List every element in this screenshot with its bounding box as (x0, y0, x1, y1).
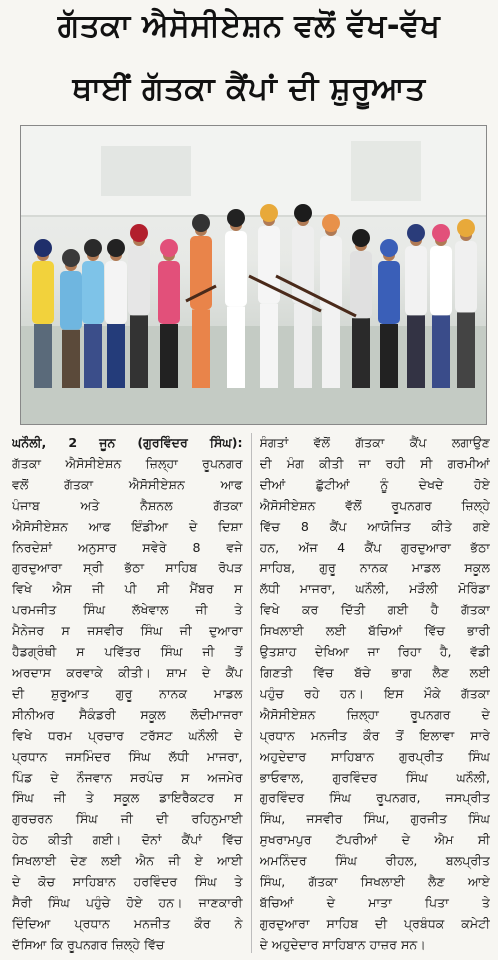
article-line: ਗਿਣਤੀ ਵਿੱਚ ਬੱਚੇ ਭਾਗ ਲੈਣ ਲਈ (259, 664, 491, 680)
article-line: ਭਾਓਵਾਲ, ਗੁਰਵਿੰਦਰ ਸਿੰਘ ਘਨੌਲੀ, (259, 769, 491, 785)
person-legs (380, 324, 398, 388)
person-head (294, 204, 312, 222)
person-legs (160, 324, 178, 388)
person-head (380, 239, 398, 257)
article-line: ਬੱਚਿਆਂ ਦੇ ਮਾਤਾ ਪਿਤਾ ਤੇ (259, 894, 491, 910)
person-legs (130, 315, 148, 388)
window-panel (351, 141, 421, 201)
person-figure (350, 229, 372, 388)
article-line: ਵਿੱਚ 8 ਕੈਂਪ ਆਯੋਜਿਤ ਕੀਤੇ ਗਏ (259, 518, 491, 534)
person-figure (405, 224, 427, 388)
person-torso (378, 261, 400, 324)
article-line: ਗੁਰਦੁਆਰਾ ਸ੍ਰੀ ਭੱਠਾ ਸਾਹਿਬ ਰੋਪੜ (12, 560, 243, 576)
person-figure (430, 224, 452, 388)
article-line: ਦੀ ਮੰਗ ਕੀਤੀ ਜਾ ਰਹੀ ਸੀ ਗਰਮੀਆਂ (259, 455, 491, 471)
article-line: ਦੀ ਸ਼ੁਰੂਆਤ ਗੁਰੂ ਨਾਨਕ ਮਾਡਲ (12, 685, 243, 701)
person-legs (192, 310, 210, 389)
article-line: ਗੁਰਚਰਨ ਸਿੰਘ ਜੀ ਦੀ ਰਹਿਨੁਮਾਈ (12, 811, 243, 827)
article-line: ਪਹੁੰਚ ਰਹੇ ਹਨ। ਇਸ ਮੌਕੇ ਗੱਤਕਾ (259, 685, 491, 701)
article-line: ਪੰਜਾਬ ਅਤੇ ਨੈਸ਼ਨਲ ਗੱਤਕਾ (12, 497, 243, 513)
article-line: ਸੰਗਤਾਂ ਵੱਲੋਂ ਗੱਤਕਾ ਕੈਂਪ ਲਗਾਉਣ (259, 435, 491, 450)
article-line: ਹੈਡਗ੍ਰੰਥੀ ਸ ਪਵਿੱਤਰ ਸਿੰਘ ਜੀ ਤੋਂ (12, 644, 243, 660)
article-line: ਸੈਰੀ ਸਿੰਘ ਪਹੁੰਚੇ ਹੋਏ ਹਨ। ਜਾਣਕਾਰੀ (12, 894, 243, 910)
person-legs (457, 312, 475, 388)
article-line: ਐਸੋਸੀਏਸ਼ਨ ਵੱਲੋਂ ਰੂਪਨਗਰ ਜ਼ਿਲ੍ਹੇ (259, 497, 491, 513)
person-legs (260, 304, 278, 388)
article-line: ਐਸੋਸੀਏਸ਼ਨ ਜ਼ਿਲ੍ਹਾ ਰੂਪਨਗਰ ਦੇ (259, 706, 491, 722)
article-body (12, 433, 490, 953)
article-line: ਦੱਸਿਆ ਕਿ ਰੂਪਨਗਰ ਜ਼ਿਲ੍ਹੇ ਵਿੱਚ (12, 936, 165, 952)
article-column-right (260, 433, 491, 953)
article-line: ਦਿੰਦਿਆ ਪ੍ਰਧਾਨ ਮਨਜੀਤ ਕੌਰ ਨੇ (12, 915, 243, 931)
article-line: ਵਿਖੇ ਧਰਮ ਪ੍ਰਚਾਰ ਟਰੱਸਟ ਘਨੌਲੀ ਦੇ (12, 727, 243, 743)
person-torso (158, 261, 180, 324)
person-head (322, 214, 340, 232)
person-head (192, 214, 210, 232)
person-head (84, 239, 102, 257)
person-figure (258, 204, 280, 388)
article-line: ਪ੍ਰਧਾਨ ਮਨਜੀਤ ਕੌਰ ਤੋਂ ਇਲਾਵਾ ਸਾਰੇ (259, 727, 491, 743)
person-figure (128, 224, 150, 388)
article-line: ਅਮਨਿੰਦਰ ਸਿੰਘ ਰੀਹਲ, ਬਲਪ੍ਰੀਤ (259, 853, 491, 869)
person-figure (60, 249, 82, 388)
group-photo-illustration (21, 126, 486, 424)
person-head (160, 239, 178, 257)
article-line: ਦੇ ਅਹੁਦੇਦਾਰ ਸਾਹਿਬਾਨ ਹਾਜ਼ਰ ਸਨ। (259, 936, 426, 952)
person-figure (455, 219, 477, 388)
article-line: ਗੁਰਵਿੰਦਰ ਸਿੰਘ ਰੂਪਨਗਰ, ਜਸਪ੍ਰੀਤ (259, 790, 491, 806)
person-head (457, 219, 475, 237)
person-torso (105, 261, 127, 324)
person-legs (227, 307, 245, 388)
person-head (407, 224, 425, 242)
person-figure (378, 239, 400, 388)
article-line: ਸਿਖਲਾਈ ਲਈ ਬੱਚਿਆਂ ਵਿੱਚ ਭਾਰੀ (259, 623, 491, 639)
person-torso (60, 271, 82, 330)
person-figure (158, 239, 180, 388)
article-line: ਹਨ, ਅੱਜ 4 ਕੈਂਪ ਗੁਰਦੁਆਰਾ ਭੱਠਾ (259, 539, 491, 555)
person-torso (128, 246, 150, 315)
article-line: ਉਤਸ਼ਾਹ ਦੇਖਿਆ ਜਾ ਰਿਹਾ ਹੈ, ਵੱਡੀ (259, 644, 491, 660)
person-figure (190, 214, 212, 388)
person-torso (430, 246, 452, 315)
person-torso (225, 231, 247, 307)
person-head (227, 209, 245, 227)
article-line: ਗੁਰਦੁਆਰਾ ਸਾਹਿਬ ਦੀ ਪ੍ਰਬੰਧਕ ਕਮੇਟੀ (259, 915, 491, 931)
headline-line-1: ਗੱਤਕਾ ਐਸੋਸੀਏਸ਼ਨ ਵਲੋਂ ਵੱਖ-ਵੱਖ (57, 8, 441, 44)
person-legs (407, 315, 425, 388)
person-legs (84, 324, 102, 388)
article-line: ਅਰਦਾਸ ਕਰਵਾਕੇ ਕੀਤੀ। ਸ਼ਾਮ ਦੇ ਕੈਂਪ (12, 664, 243, 680)
article-line: ਲੱਧੀ ਮਾਜਰਾ, ਘਨੌਲੀ, ਮੜੌਲੀ ਮੋਰਿੰਡਾ (259, 581, 491, 597)
person-head (432, 224, 450, 242)
person-legs (294, 304, 312, 388)
person-figure (225, 209, 247, 388)
person-legs (62, 330, 80, 388)
article-line: ਸਿੰਘ, ਗੱਤਕਾ ਸਿਖਲਾਈ ਲੈਣ ਆਏ (259, 874, 491, 890)
person-head (34, 239, 52, 257)
person-figure (105, 239, 127, 388)
article-line: ਹੇਠ ਕੀਤੀ ਗਈ। ਦੋਨਾਂ ਕੈਂਪਾਂ ਵਿੱਚ (12, 832, 243, 848)
article-line: ਗੱਤਕਾ ਐਸੋਸੀਏਸ਼ਨ ਜ਼ਿਲ੍ਹਾ ਰੂਪਨਗਰ (12, 455, 243, 471)
person-legs (322, 310, 340, 389)
article-line: ਸੀਨੀਅਰ ਸੈਕੰਡਰੀ ਸਕੂਲ ਲੋਦੀਮਾਜਰਾ (12, 706, 243, 722)
article-line: ਸੁਖਰਾਮਪੁਰ ਟੱਪਰੀਆਂ ਦੇ ਐਮ ਸੀ (259, 832, 491, 848)
article-line: ਵਲੋਂ ਗੱਤਕਾ ਐਸੋਸੀਏਸ਼ਨ ਆਫ (12, 476, 243, 492)
person-figure (32, 239, 54, 388)
person-legs (34, 324, 52, 388)
news-photo (20, 125, 487, 425)
headline-line-2: ਥਾਈਂ ਗੱਤਕਾ ਕੈਂਪਾਂ ਦੀ ਸ਼ੁਰੂਆਤ (72, 71, 426, 107)
person-torso (82, 261, 104, 324)
dateline: ਘਨੌਲੀ, 2 ਜੂਨ (ਗੁਰਵਿੰਦਰ ਸਿੰਘ): (12, 435, 243, 450)
person-head (260, 204, 278, 222)
article-line: ਅਹੁਦੇਦਾਰ ਸਾਹਿਬਾਨ ਗੁਰਪ੍ਰੀਤ ਸਿੰਘ (259, 748, 491, 764)
person-torso (350, 251, 372, 318)
person-torso (32, 261, 54, 324)
article-line: ਪਰਮਜੀਤ ਸਿੰਘ ਲੱਖੇਵਾਲ ਜੀ ਤੇ (12, 602, 243, 618)
article-line: ਸਿਖਲਾਈ ਦੇਣ ਲਈ ਐਨ ਜੀ ਏ ਆਈ (12, 853, 243, 869)
article-line: ਪਿੰਡ ਦੇ ਨੌਜਵਾਨ ਸਰਪੰਚ ਸ ਅਜਮੇਰ (12, 769, 243, 785)
person-legs (352, 318, 370, 388)
article-line: ਮੈਨੇਜਰ ਸ ਜਸਵੀਰ ਸਿੰਘ ਜੀ ਦੁਆਰਾ (12, 623, 243, 639)
article-line: ਵਿਖੇ ਐਸ ਜੀ ਪੀ ਸੀ ਮੈਂਬਰ ਸ (12, 581, 243, 597)
article-line: ਦੇ ਕੋਚ ਸਾਹਿਬਾਨ ਹਰਵਿੰਦਰ ਸਿੰਘ ਤੇ (12, 874, 243, 890)
person-legs (107, 324, 125, 388)
headline (6, 4, 492, 114)
person-torso (258, 226, 280, 304)
person-figure (292, 204, 314, 388)
article-line: ਸਿੰਘ, ਜਸਵੀਰ ਸਿੰਘ, ਗੁਰਜੀਤ ਸਿੰਘ (259, 811, 491, 827)
person-head (130, 224, 148, 242)
person-torso (405, 246, 427, 315)
column-divider (251, 433, 252, 953)
person-figure (82, 239, 104, 388)
person-legs (432, 315, 450, 388)
person-head (62, 249, 80, 267)
article-line: ਦੀਆਂ ਛੁੱਟੀਆਂ ਨੂੰ ਦੇਖਦੇ ਹੋਏ (259, 476, 491, 492)
person-head (352, 229, 370, 247)
ceiling-panel (101, 146, 191, 196)
article-column-left (12, 433, 243, 953)
article-line: ਐਸੋਸੀਏਸ਼ਨ ਆਫ ਇੰਡੀਆ ਦੇ ਦਿਸ਼ਾ (12, 518, 243, 534)
person-torso (455, 241, 477, 312)
article-line: ਪ੍ਰਧਾਨ ਜਸਮਿੰਦਰ ਸਿੰਘ ਲੱਧੀ ਮਾਜਰਾ, (12, 748, 243, 764)
article-line: ਸਾਹਿਬ, ਗੁਰੂ ਨਾਨਕ ਮਾਡਲ ਸਕੂਲ (259, 560, 491, 576)
person-head (107, 239, 125, 257)
article-line: ਸਿੰਘ ਜੀ ਤੇ ਸਕੂਲ ਡਾਇਰੈਕਟਰ ਸ (12, 790, 243, 806)
article-line: ਨਿਰਦੇਸ਼ਾਂ ਅਨੁਸਾਰ ਸਵੇਰੇ 8 ਵਜੇ (12, 539, 243, 555)
article-line: ਵਿਖੇ ਕਰ ਦਿੱਤੀ ਗਈ ਹੈ ਗੱਤਕਾ (259, 602, 491, 618)
